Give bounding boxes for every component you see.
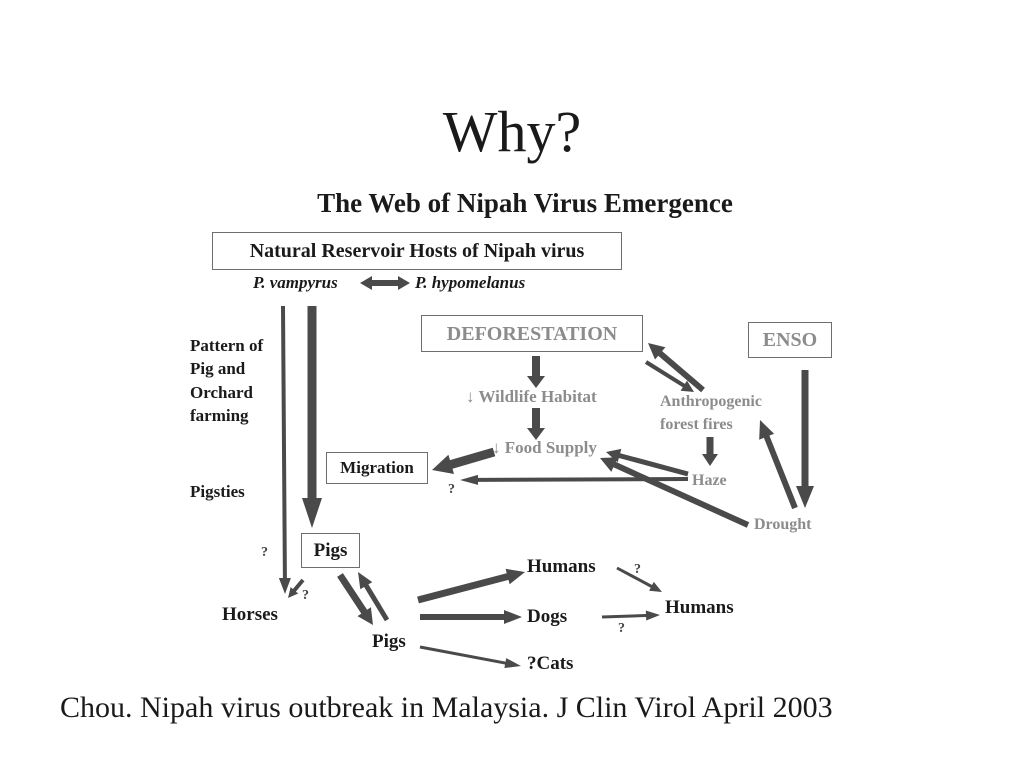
deforestation-box: DEFORESTATION [421, 315, 643, 352]
diagram-title: The Web of Nipah Virus Emergence [317, 188, 733, 218]
drought-label: Drought [754, 516, 812, 533]
pigs-to-humans-arrow [417, 569, 525, 604]
pigs-box: Pigs [301, 533, 360, 568]
farming-label-line-3: Orchard [190, 383, 253, 402]
citation: Chou. Nipah virus outbreak in Malaysia. J Clin Virol April 2003 [60, 691, 833, 724]
question-mark-humans: ? [634, 562, 641, 577]
deforestation-to-habitat-arrow [527, 356, 545, 388]
question-mark-dogs: ? [618, 621, 625, 636]
pigsties-label: Pigsties [190, 482, 245, 501]
humans-secondary-label: Humans [665, 597, 734, 618]
dogs-label: Dogs [527, 606, 568, 627]
migration-box: Migration [326, 452, 428, 484]
species-double-arrow [360, 276, 410, 290]
drought-to-fires-arrow [759, 420, 798, 509]
haze-label: Haze [692, 472, 727, 489]
pigs-to-dogs-arrow [420, 610, 522, 624]
question-mark-farming: ? [261, 545, 268, 560]
habitat-to-food-arrow [527, 408, 545, 440]
farming-to-horses-arrow [279, 306, 291, 594]
enso-to-drought-arrow [796, 370, 814, 508]
question-mark-migration: ? [448, 482, 455, 497]
slide-title: Why? [442, 99, 582, 164]
reservoir-hosts-box: Natural Reservoir Hosts of Nipah virus [212, 232, 622, 270]
dogs-to-humans-arrow [602, 611, 660, 621]
species-p-hypomelanus: P. hypomelanus [415, 273, 526, 292]
farming-label-line-2: Pig and [190, 359, 246, 378]
pigs-to-cats-arrow [420, 646, 521, 669]
humans-label: Humans [527, 556, 596, 577]
food-to-migration-arrow [432, 448, 495, 474]
anthropogenic-label-line-2: forest fires [660, 416, 733, 433]
food-supply-label: ↓ Food Supply [492, 438, 597, 457]
pigs-lower-label: Pigs [372, 631, 406, 652]
haze-to-food-arrow [606, 449, 689, 477]
fires-to-haze-arrow [702, 437, 718, 466]
farming-label-line-4: farming [190, 406, 249, 425]
farming-label-line-1: Pattern of [190, 336, 264, 355]
enso-box: ENSO [748, 322, 832, 358]
reservoir-to-pigs-arrow [302, 306, 322, 528]
cats-label: ?Cats [527, 653, 574, 674]
species-p-vampyrus: P. vampyrus [253, 273, 338, 292]
anthropogenic-label-line-1: Anthropogenic [660, 393, 762, 410]
wildlife-habitat-label: ↓ Wildlife Habitat [466, 387, 597, 406]
horses-label: Horses [222, 604, 278, 625]
question-mark-horses: ? [302, 588, 309, 603]
